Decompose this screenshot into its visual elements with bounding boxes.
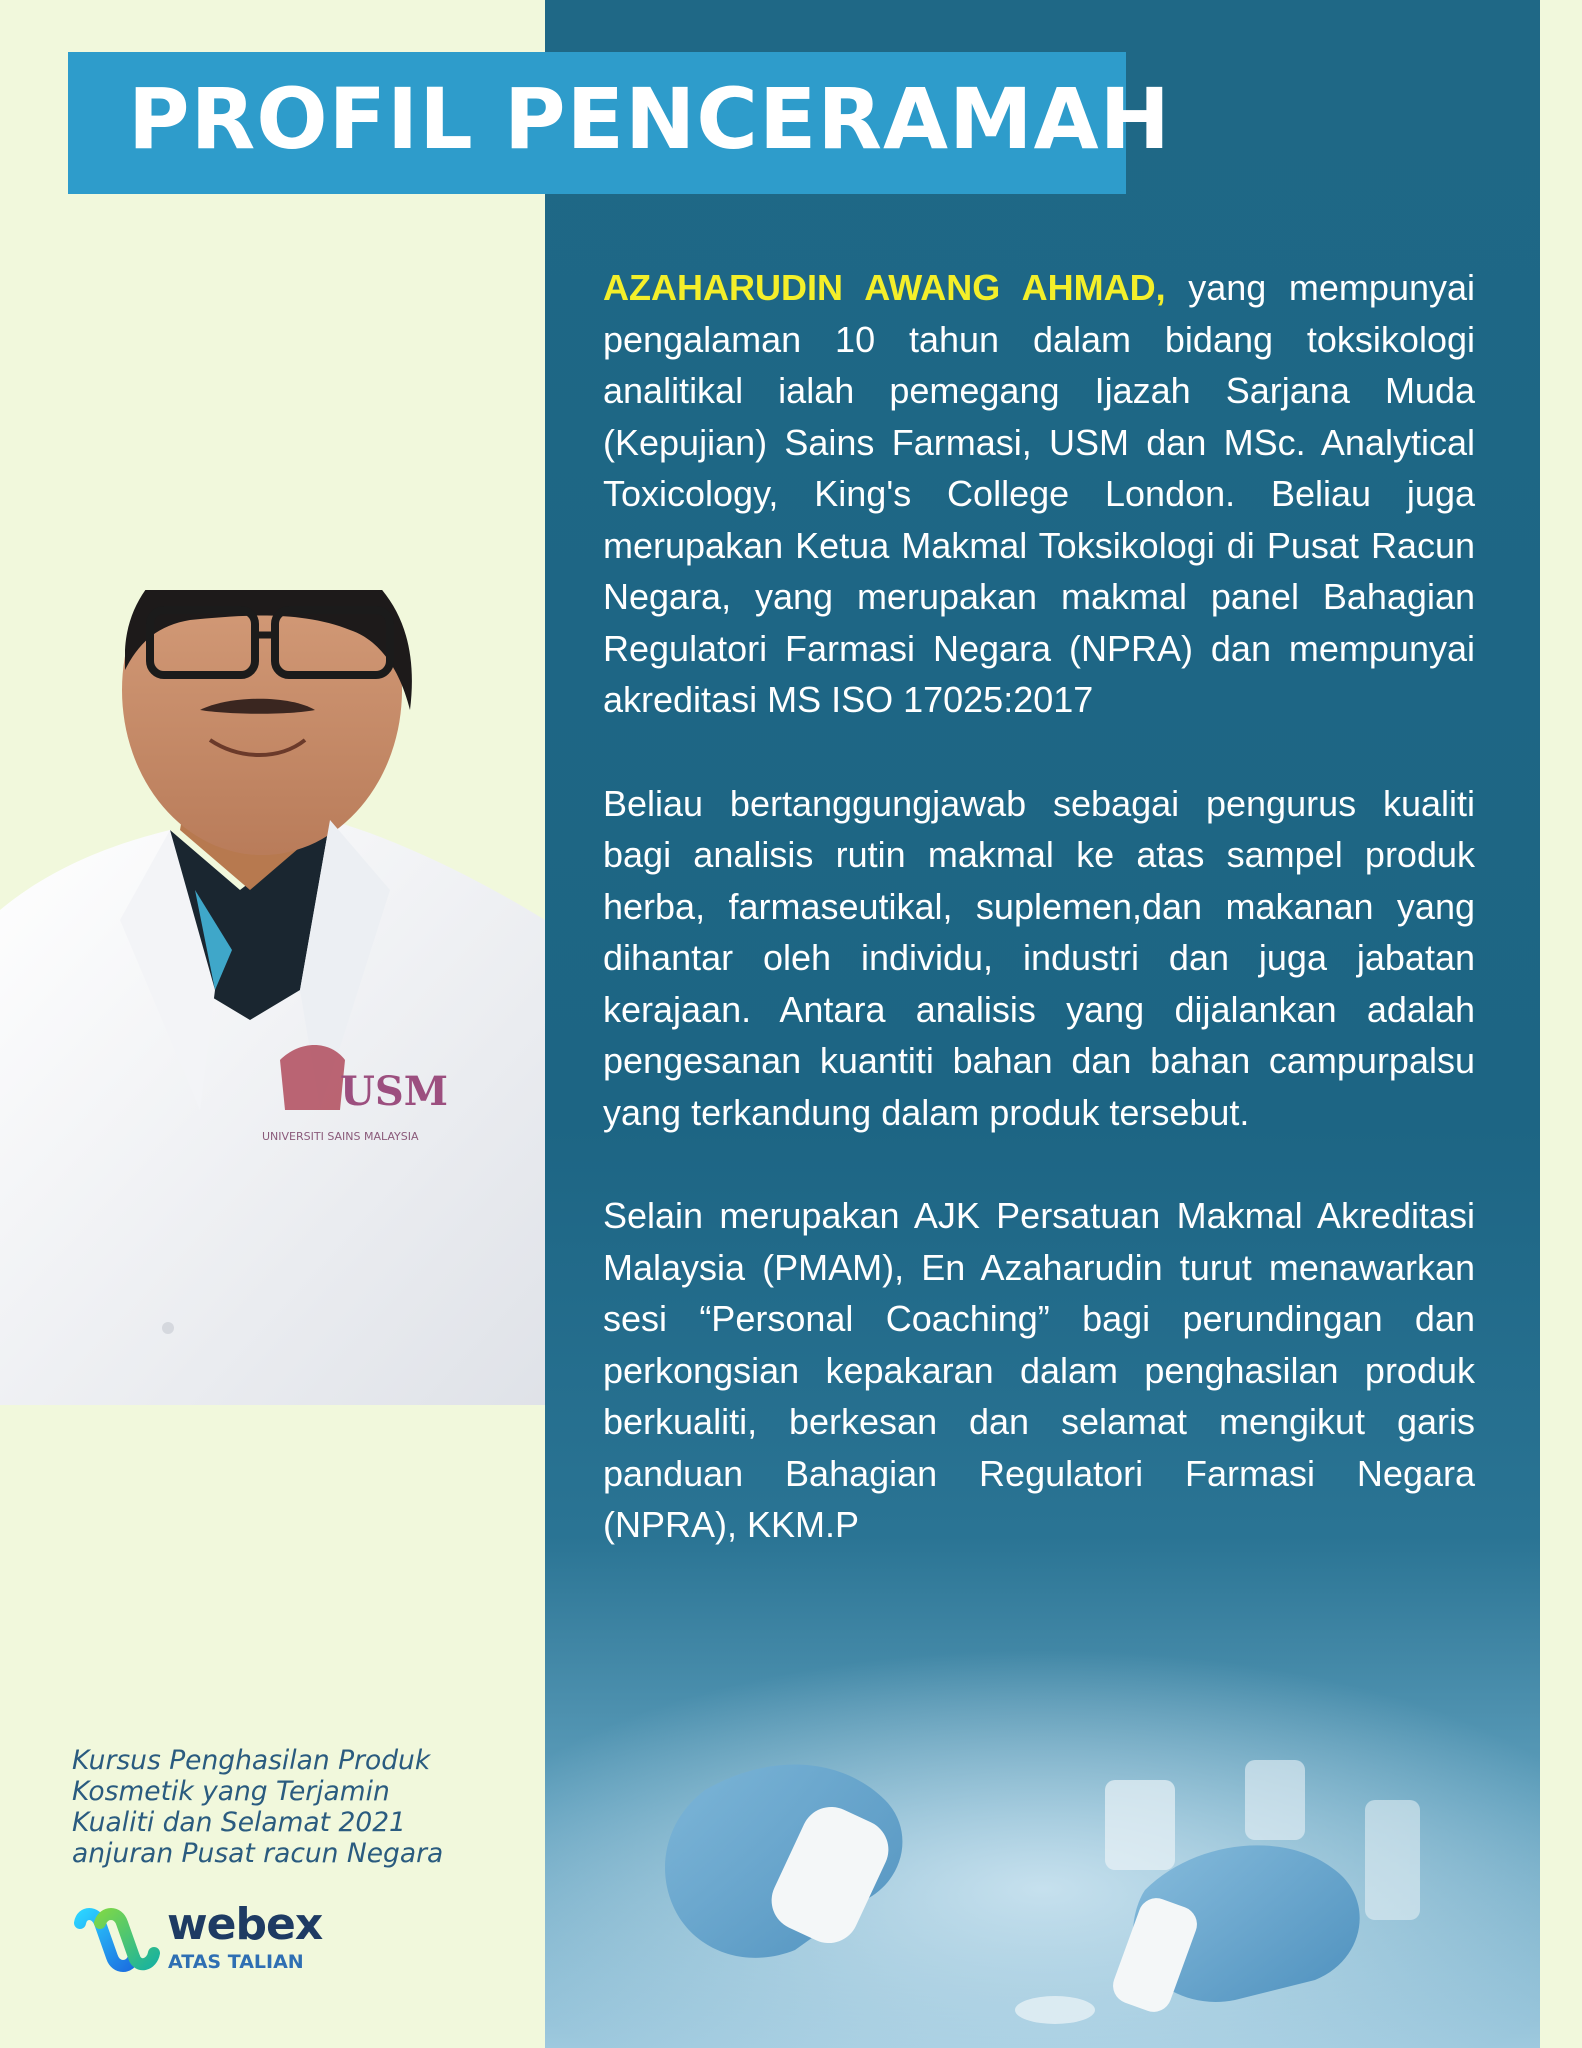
webex-logo-icon [72, 1905, 162, 1975]
speaker-portrait [0, 590, 545, 1405]
caption-line-2: Kosmetik yang Terjamin [72, 1776, 390, 1807]
usm-badge-text: USM [340, 1068, 449, 1115]
lab-gloves-illustration [545, 1650, 1540, 2048]
caption-line-3: Kualiti dan Selamat 2021 [72, 1807, 406, 1838]
speaker-photo [0, 590, 545, 1405]
bio-paragraph-1-text: yang mempunyai pengalaman 10 tahun dalam bidang toksikologi analitikal ialah pemegang Ijazah Sarjana Muda (Kepujian) Sains Farmasi, USM dan MSc. Analytical Toxicology, King's College London. Beliau juga merupakan Ketua Makmal Toksikologi di Pusat Racun Negara, yang merupakan makmal panel Bahagian Regulatori Farmasi Negara (NPRA) dan mempunyai akreditasi MS ISO 17025:2017 [603, 267, 1476, 720]
caption-line-4: anjuran Pusat racun Negara [72, 1838, 444, 1869]
bio-paragraph-1 [603, 262, 1475, 726]
webex-subtitle: ATAS TALIAN [168, 1951, 304, 1973]
webex-logo [72, 1899, 352, 1975]
webex-wordmark: webex [167, 1899, 323, 1950]
bio-paragraph-3: Selain merupakan AJK Persatuan Makmal Akreditasi Malaysia (PMAM), En Azaharudin turut menawarkan sesi “Personal Coaching” bagi perundingan dan perkongsian kepakaran dalam penghasilan produk berkualiti, berkesan dan selamat mengikut garis panduan Bahagian Regulatori Farmasi Negara (NPRA), KKM.P [603, 1195, 1475, 1545]
speaker-name: AZAHARUDIN AWANG AHMAD, [603, 267, 1166, 308]
usm-badge-subtext: UNIVERSITI SAINS MALAYSIA [262, 1130, 419, 1143]
speaker-bio [603, 262, 1475, 1603]
right-margin [1540, 0, 1582, 2048]
event-caption [72, 1745, 462, 1869]
bio-paragraph-2: Beliau bertanggungjawab sebagai pengurus kualiti bagi analisis rutin makmal ke atas sampel produk herba, farmaseutikal, suplemen,dan makanan yang dihantar oleh individu, industri dan juga jabatan kerajaan. Antara analisis yang dijalankan adalah pengesanan kuantiti bahan dan bahan campurpalsu yang terkandung dalam produk tersebut. [603, 782, 1475, 1133]
title-banner [68, 52, 1171, 194]
page-title: PROFIL PENCERAMAH [128, 70, 1171, 168]
caption-line-1: Kursus Penghasilan Produk [72, 1745, 431, 1776]
